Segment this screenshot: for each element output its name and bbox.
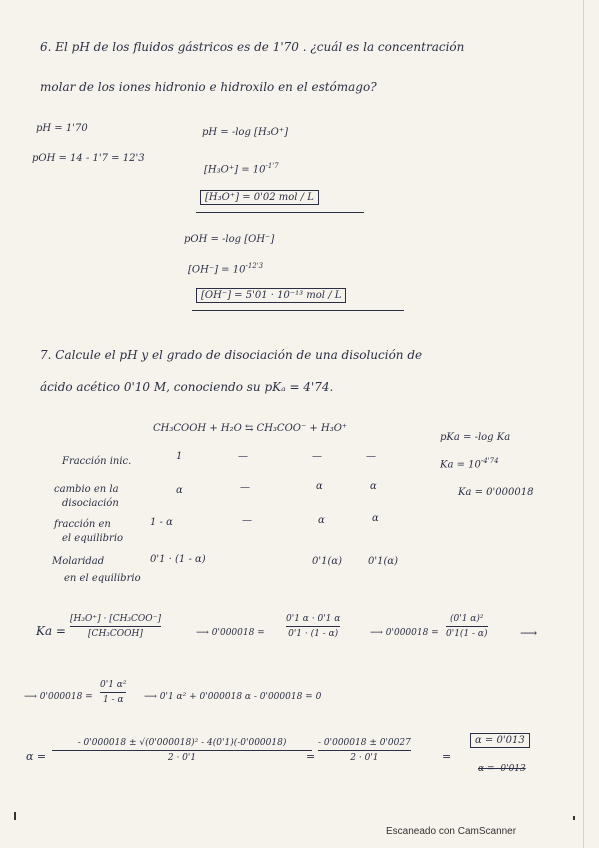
- q6-h3o-result-underline: [196, 212, 364, 213]
- quadratic-equals-2: =: [442, 750, 452, 763]
- quadratic-fraction: - 0'000018 ± √(0'000018)² - 4(0'1)(-0'000018) 2 · 0'1: [52, 738, 312, 763]
- ka-expression-lhs: Ka =: [36, 624, 66, 638]
- q6-poh-definition: pOH = -log [OH⁻]: [184, 234, 275, 245]
- q7-statement-line-2: ácido acético 0'10 M, conociendo su pKₐ = 4'74.: [40, 380, 334, 394]
- quadratic-fraction-2: - 0'000018 ± 0'0027 2 · 0'1: [318, 738, 411, 763]
- step-2-fraction: 0'1 α · 0'1 α 0'1 · (1 - α): [286, 614, 341, 639]
- step-arrow-3: ⟶: [520, 626, 538, 640]
- table-row-label-equilibrium-2: el equilibrio: [62, 533, 124, 544]
- table-cell: α: [316, 481, 323, 492]
- q6-poh-calc: pOH = 14 - 1'7 = 12'3: [32, 153, 145, 164]
- q6-oh-result: [OH⁻] = 5'01 · 10⁻¹³ mol / L: [196, 288, 346, 303]
- table-row-label-molarity: Molaridad: [52, 556, 105, 567]
- q6-statement-line-2: molar de los iones hidronio e hidroxilo en el estómago?: [40, 80, 377, 94]
- quadratic-lhs: α =: [26, 750, 47, 763]
- table-cell: —: [312, 451, 322, 462]
- table-cell: α: [176, 485, 183, 496]
- table-cell: α: [370, 481, 377, 492]
- table-cell: 0'1(α): [368, 556, 399, 567]
- q6-h3o-result: [H₃O⁺] = 0'02 mol / L: [200, 190, 319, 205]
- table-row-label-equilibrium: fracción en: [54, 519, 111, 530]
- ka-expression-fraction: [H₃O⁺] · [CH₃COO⁻] [CH₃COOH]: [70, 614, 161, 639]
- step-arrow-1: ⟶ 0'000018 =: [196, 628, 265, 638]
- q6-h3o-exponential: $[H_3O^+] = 10^{-1'7}$: [204, 162, 279, 176]
- table-cell: 0'1(α): [312, 556, 343, 567]
- table-cell: α: [372, 513, 379, 524]
- table-cell: 1: [176, 451, 183, 462]
- q6-ph-definition: pH = -log [H₃O⁺]: [202, 127, 289, 138]
- step-3-fraction: (0'1 α)² 0'1(1 - α): [446, 614, 488, 639]
- table-row-label-change-2: disociación: [62, 498, 119, 509]
- scanner-watermark: Escaneado con CamScanner: [386, 826, 517, 837]
- quadratic-equals: =: [306, 750, 316, 763]
- table-row-label-molarity-2: en el equilibrio: [64, 573, 141, 584]
- q7-ka-exponential: $Ka = 10^{-4'74}$: [440, 457, 499, 471]
- q6-oh-exponential: $[OH^-] = 10^{-12'3}$: [188, 262, 264, 276]
- q6-ph-given: pH = 1'70: [36, 123, 88, 134]
- page-margin-line: [583, 0, 584, 848]
- q7-reaction: CH₃COOH + H₂O ⇆ CH₃COO⁻ + H₃O⁺: [153, 423, 348, 434]
- table-cell: 1 - α: [150, 517, 173, 528]
- line3-quadratic: ⟶ 0'1 α² + 0'000018 α - 0'000018 = 0: [144, 692, 322, 702]
- alpha-discarded: α = -0'013: [478, 764, 526, 774]
- scan-mark-left: [14, 812, 16, 820]
- q7-ka-value: Ka = 0'000018: [458, 487, 534, 498]
- table-row-label-initial: Fracción inic.: [62, 456, 132, 467]
- q7-pka-definition: pKa = -log Ka: [440, 432, 511, 443]
- q7-statement-line-1: 7. Calcule el pH y el grado de disociación de una disolución de: [40, 348, 423, 362]
- alpha-result: α = 0'013: [470, 733, 530, 748]
- table-cell: α: [318, 515, 325, 526]
- table-cell: —: [366, 451, 376, 462]
- q6-statement-line-1: 6. El pH de los fluidos gástricos es de 1'70 . ¿cuál es la concentración: [40, 40, 465, 54]
- step-arrow-2: ⟶ 0'000018 =: [370, 628, 439, 638]
- table-cell: —: [240, 482, 250, 493]
- line3-fraction: 0'1 α² 1 - α: [100, 680, 127, 705]
- table-cell: —: [242, 515, 252, 526]
- q6-oh-result-underline: [192, 310, 404, 311]
- line3-lhs: ⟶ 0'000018 =: [24, 692, 93, 702]
- table-cell: —: [238, 451, 248, 462]
- table-row-label-change: cambio en la: [54, 484, 119, 495]
- scan-mark-right: [573, 816, 575, 820]
- table-cell: 0'1 · (1 - α): [150, 554, 206, 565]
